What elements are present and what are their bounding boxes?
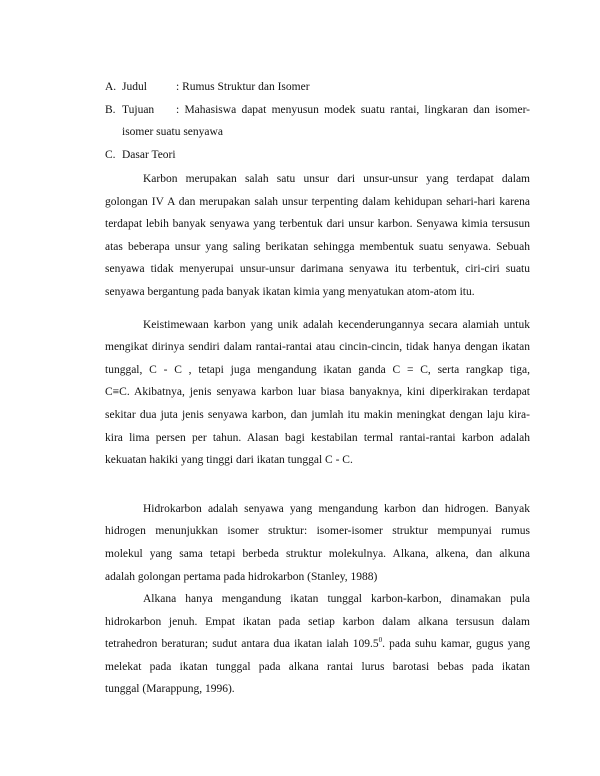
paragraph-line: mengikat dirinya sendiri dalam rantai-rantai atau cincin-cincin, tidak hanya dengan ikatan (105, 341, 530, 354)
paragraph-line: hidrokarbon jenuh. Empat ikatan pada setiap karbon dalam alkana tersusun dalam (105, 615, 530, 628)
degree-superscript: 0 (378, 636, 383, 645)
header-row-dasar-teori (105, 144, 530, 167)
paragraph-line: Alkana hanya mengandung ikatan tunggal karbon-karbon, dinamakan pula (143, 593, 530, 606)
header-label: Tujuan (122, 103, 155, 116)
paragraph-line: senyawa bergantung pada banyak ikatan kimia yang menyatukan atom-atom itu. (105, 285, 475, 298)
paragraph-line: senyawa tidak menyerupai unsur-unsur darimana senyawa itu terbentuk, ciri-ciri suatu (105, 263, 530, 276)
header-label: Judul (122, 81, 147, 93)
paragraph-line: tunggal (Marappung, 1996). (105, 683, 235, 696)
paragraph-gap (105, 304, 530, 314)
paragraph-keistimewaan (105, 314, 530, 472)
header-value: : Rumus Struktur dan Isomer (176, 81, 310, 93)
paragraph-line: hidrogen menunjukkan isomer struktur: isomer-isomer struktur mempunyai rumus (105, 525, 530, 538)
paragraph-line: C≡C. Akibatnya, jenis senyawa karbon luar biasa banyaknya, kini diperkirakan terdapat (105, 386, 530, 399)
header-letter: B. (105, 103, 116, 116)
header-letter: A. (105, 81, 117, 93)
paragraph-line: molekul yang sama tetapi berbeda struktur molekulnya. Alkana, alkena, dan alkuna (105, 547, 530, 560)
paragraph-line: atas beberapa unsur yang saling berikatan sehingga membentuk suatu senyawa. Sebuah (105, 240, 530, 253)
body-text (105, 168, 530, 701)
paragraph-line: adalah golongan pertama pada hidrokarbon (Stanley, 1988) (105, 570, 378, 583)
header-letter: C. (105, 148, 116, 161)
paragraph-line: Karbon merupakan salah satu unsur dari unsur-unsur yang terdapat dalam (143, 173, 530, 185)
paragraph-line: terdapat lebih banyak senyawa yang terbentuk dari unsur karbon. Senyawa kimia tersusun (105, 218, 530, 231)
header-value-continuation: isomer suatu senyawa (122, 126, 223, 138)
paragraph-line: sekitar dua juta jenis senyawa karbon, dan jumlah itu makin meningkat dengan laju kira- (105, 408, 530, 421)
paragraph-line: tunggal, C - C , tetapi juga mengandung ikatan ganda C = C, serta rangkap tiga, (105, 363, 530, 376)
document-header (105, 76, 530, 166)
paragraph-gap (105, 472, 530, 498)
header-value-line: : Mahasiswa dapat menyusun modek suatu rantai, lingkaran dan isomer- (176, 103, 530, 116)
header-row-judul (105, 76, 530, 99)
paragraph-line: kira lima persen per tahun. Alasan bagi kestabilan termal rantai-rantai karbon adalah (105, 431, 530, 444)
paragraph-line: golongan IV A dan merupakan salah unsur terpenting dalam kehidupan sehari-hari karena (105, 195, 530, 208)
paragraph-line: Hidrokarbon adalah senyawa yang mengandung karbon dan hidrogen. Banyak (143, 502, 530, 515)
paragraph-alkana (105, 588, 530, 701)
paragraph-line-with-superscript (105, 633, 530, 656)
paragraph-line: melekat pada ikatan tunggal pada alkana rantai lurus barotasi bebas pada ikatan (105, 660, 530, 673)
header-label: Dasar Teori (122, 148, 176, 161)
paragraph-karbon (105, 168, 530, 304)
paragraph-line: Keistimewaan karbon yang unik adalah kecenderungannya secara alamiah untuk (143, 318, 530, 331)
header-row-tujuan (105, 99, 530, 144)
line-text: tetrahedron beraturan; sudut antara dua ikatan ialah 109.5 (105, 638, 379, 651)
paragraph-hidrokarbon (105, 498, 530, 588)
line-text: . pada suhu kamar, gugus yang (382, 638, 530, 651)
paragraph-line: kekuatan hakiki yang tinggi dari ikatan tunggal C - C. (105, 454, 353, 467)
